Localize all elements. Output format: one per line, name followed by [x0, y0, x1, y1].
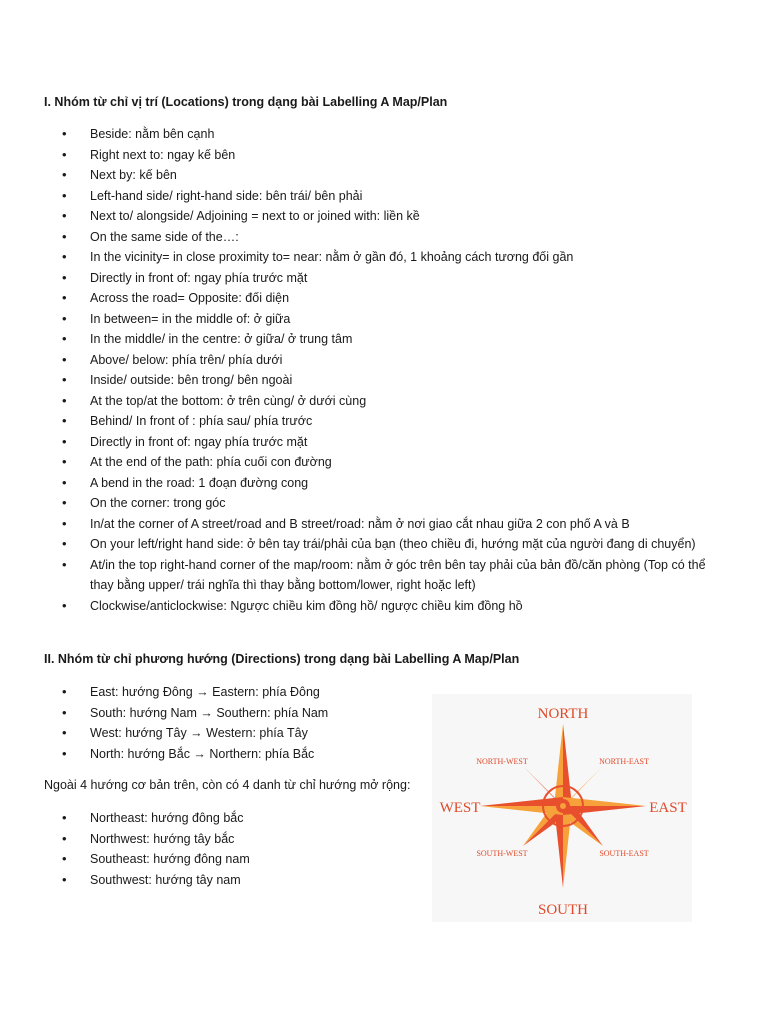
list-item: • Northwest: hướng tây bắc — [62, 829, 422, 850]
section-1-heading: I. Nhóm từ chỉ vị trí (Locations) trong dạng bài Labelling A Map/Plan — [44, 95, 448, 109]
list-item: • On the corner: trong góc — [62, 493, 722, 514]
list-item: • South: hướng Nam → Southern: phía Nam — [62, 703, 422, 724]
list-item: • A bend in the road: 1 đoạn đường cong — [62, 473, 722, 494]
list-item: • Southeast: hướng đông nam — [62, 849, 422, 870]
list-item: • Directly in front of: ngay phía trước mặt — [62, 432, 722, 453]
compass-label-west: WEST — [439, 800, 481, 816]
compass-rose-image — [432, 694, 692, 922]
list-item: • At/in the top right-hand corner of the map/room: nằm ở góc trên bên tay phải của bản đồ/căn phòng (Top có thể thay bằng upper/ trái nghĩa thì thay bằng bottom/lower, right hoặc left) — [62, 555, 722, 596]
list-item: • On your left/right hand side: ở bên tay trái/phải của bạn (theo chiều đi, hướng mặt của người đang di chuyển) — [62, 534, 722, 555]
list-item: • Right next to: ngay kế bên — [62, 145, 722, 166]
list-item: • Northeast: hướng đông bắc — [62, 808, 422, 829]
compass-label-east: EAST — [649, 800, 687, 816]
list-item: • In/at the corner of A street/road and B street/road: nằm ở nơi giao cắt nhau giữa 2 con phố A và B — [62, 514, 722, 535]
list-item: • On the same side of the…: — [62, 227, 722, 248]
list-item: • Left-hand side/ right-hand side: bên trái/ bên phải — [62, 186, 722, 207]
list-item: • Next to/ alongside/ Adjoining = next to or joined with: liền kề — [62, 206, 722, 227]
compass-label-south-west: SOUTH-WEST — [476, 849, 528, 858]
compass-label-south-east: SOUTH-EAST — [599, 849, 649, 858]
list-item: • Southwest: hướng tây nam — [62, 870, 422, 891]
list-item: • In the vicinity= in close proximity to= near: nằm ở gần đó, 1 khoảng cách tương đối gần — [62, 247, 722, 268]
compass-label-north: NORTH — [537, 706, 589, 722]
list-item: • In the middle/ in the centre: ở giữa/ ở trung tâm — [62, 329, 722, 350]
compass-label-south: SOUTH — [537, 902, 589, 918]
list-item: • East: hướng Đông → Eastern: phía Đông — [62, 682, 422, 703]
list-item: • In between= in the middle of: ở giữa — [62, 309, 722, 330]
section-2-heading: II. Nhóm từ chỉ phương hướng (Directions) trong dạng bài Labelling A Map/Plan — [44, 652, 520, 666]
list-item: • Beside: nằm bên cạnh — [62, 124, 722, 145]
list-item: • West: hướng Tây → Western: phía Tây — [62, 723, 422, 744]
list-item: • North: hướng Bắc → Northern: phía Bắc — [62, 744, 422, 765]
list-item: • At the end of the path: phía cuối con đường — [62, 452, 722, 473]
compass-label-north-east: NORTH-EAST — [599, 757, 649, 766]
list-item: • Clockwise/anticlockwise: Ngược chiều kim đồng hồ/ ngược chiều kim đồng hồ — [62, 596, 722, 617]
list-item: • Above/ below: phía trên/ phía dưới — [62, 350, 722, 371]
list-item: • Inside/ outside: bên trong/ bên ngoài — [62, 370, 722, 391]
list-item: • Behind/ In front of : phía sau/ phía trước — [62, 411, 722, 432]
extended-directions-list — [62, 808, 422, 890]
extended-directions-intro: Ngoài 4 hướng cơ bản trên, còn có 4 danh từ chỉ hướng mở rộng: — [44, 778, 411, 792]
compass-label-north-west: NORTH-WEST — [476, 757, 528, 766]
list-item: • Across the road= Opposite: đối diện — [62, 288, 722, 309]
locations-list — [62, 124, 722, 616]
list-item: • Directly in front of: ngay phía trước mặt — [62, 268, 722, 289]
list-item: • Next by: kế bên — [62, 165, 722, 186]
list-item: • At the top/at the bottom: ở trên cùng/ ở dưới cùng — [62, 391, 722, 412]
directions-list — [62, 682, 422, 764]
